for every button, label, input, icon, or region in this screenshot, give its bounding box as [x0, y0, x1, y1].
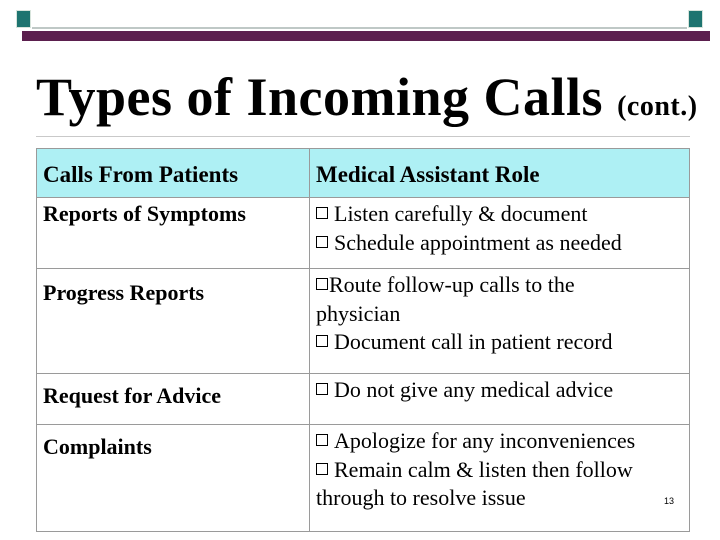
role-line [316, 271, 683, 300]
row-label-reports-of-symptoms: Reports of Symptoms [37, 198, 310, 269]
role-line-continuation: physician [316, 300, 401, 326]
table-header-row [37, 149, 690, 198]
role-line [316, 328, 683, 357]
role-line [316, 200, 683, 229]
row-roles-progress-reports [310, 269, 690, 374]
header-calls-from-patients: Calls From Patients [37, 149, 310, 198]
table-row [37, 425, 690, 532]
hollow-square-bullet-icon [316, 236, 328, 248]
row-roles-complaints [310, 425, 690, 532]
row-label-complaints: Complaints [37, 425, 310, 532]
slide-title-main: Types of Incoming Calls [36, 67, 604, 127]
slide-title [36, 66, 698, 128]
role-line [316, 229, 683, 258]
row-label-progress-reports: Progress Reports [37, 269, 310, 374]
role-line [316, 376, 683, 405]
call-types-table [36, 148, 690, 532]
header-medical-assistant-role: Medical Assistant Role [310, 149, 690, 198]
role-line [316, 427, 683, 456]
hollow-square-bullet-icon [316, 463, 328, 475]
table-row [37, 269, 690, 374]
page-number: 13 [664, 496, 675, 506]
hollow-square-bullet-icon [316, 207, 328, 219]
row-roles-request-for-advice [310, 374, 690, 425]
decorative-square-right [688, 10, 703, 28]
top-decorative-bar [8, 10, 710, 41]
hollow-square-bullet-icon [316, 335, 328, 347]
title-underline [36, 136, 690, 137]
hollow-square-bullet-icon [316, 278, 328, 290]
role-text: Apologize for any inconveniences [334, 428, 636, 453]
top-rule [32, 27, 687, 29]
role-text: Route follow-up calls to the [329, 272, 575, 297]
role-line [316, 456, 683, 485]
role-text: Listen carefully & document [334, 201, 588, 226]
hollow-square-bullet-icon [316, 434, 328, 446]
table-row [37, 198, 690, 269]
row-label-request-for-advice: Request for Advice [37, 374, 310, 425]
role-text: Remain calm & listen then follow [334, 456, 633, 482]
row-roles-reports-of-symptoms [310, 198, 690, 269]
slide-title-suffix: (cont.) [617, 91, 698, 122]
table-row [37, 374, 690, 425]
decorative-square-left [16, 10, 31, 28]
hollow-square-bullet-icon [316, 383, 328, 395]
role-text: Document call in patient record [334, 329, 613, 355]
role-text: Do not give any medical advice [334, 377, 614, 402]
role-line-continuation: through to resolve issue [316, 485, 526, 511]
top-band [22, 31, 710, 41]
role-text: Schedule appointment as needed [334, 229, 622, 255]
